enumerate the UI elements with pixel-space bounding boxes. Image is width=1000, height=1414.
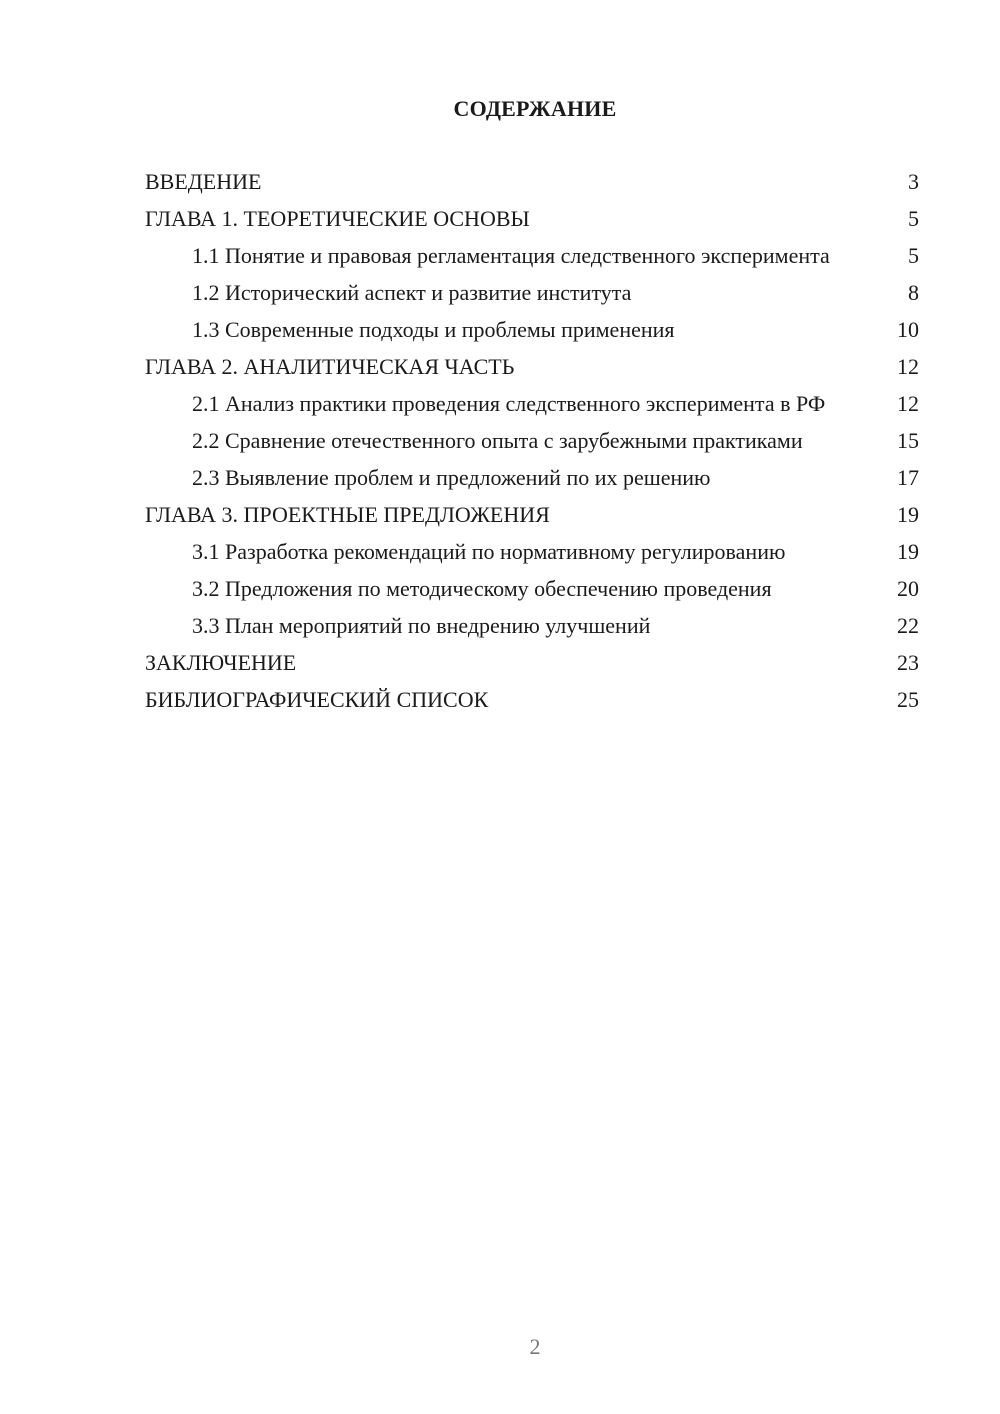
toc-entry-text: 2.1 Анализ практики проведения следственного эксперимента в РФ: [192, 391, 826, 416]
toc-entry: [145, 502, 919, 529]
toc-entry-text: 1.3 Современные подходы и проблемы применения: [192, 317, 675, 342]
toc-entry-page: 19: [897, 539, 919, 564]
toc-entry-text: 3.3 План мероприятий по внедрению улучшений: [192, 613, 651, 638]
toc-entry: [145, 169, 919, 196]
toc-entry-page: 25: [897, 687, 919, 712]
toc-entry-text: БИБЛИОГРАФИЧЕСКИЙ СПИСОК: [145, 687, 489, 712]
toc-entry-text: 2.2 Сравнение отечественного опыта с зарубежными практиками: [192, 428, 803, 453]
toc-entry-page: 5: [908, 206, 919, 231]
toc-subentry: [145, 428, 919, 455]
table-of-contents: [145, 169, 919, 714]
toc-entry-text: ГЛАВА 1. ТЕОРЕТИЧЕСКИЕ ОСНОВЫ: [145, 206, 530, 231]
page-number: 2: [529, 1334, 541, 1359]
toc-entry-text: ГЛАВА 3. ПРОЕКТНЫЕ ПРЕДЛОЖЕНИЯ: [145, 502, 550, 527]
toc-subentry: [145, 576, 919, 603]
toc-entry-page: 5: [908, 243, 919, 268]
toc-subentry: [145, 539, 919, 566]
toc-entry-text: 1.1 Понятие и правовая регламентация следственного эксперимента: [192, 243, 830, 268]
toc-subentry: [145, 465, 919, 492]
toc-entry-page: 17: [897, 465, 919, 490]
toc-entry: [145, 206, 919, 233]
toc-entry: [145, 354, 919, 381]
toc-entry-page: 19: [897, 502, 919, 527]
toc-subentry: [145, 243, 919, 270]
page-title: СОДЕРЖАНИЕ: [453, 96, 617, 121]
toc-entry-text: ГЛАВА 2. АНАЛИТИЧЕСКАЯ ЧАСТЬ: [145, 354, 515, 379]
toc-entry: [145, 650, 919, 677]
toc-entry-page: 12: [897, 391, 919, 416]
toc-entry-page: 22: [897, 613, 919, 638]
toc-subentry: [145, 280, 919, 307]
toc-entry-text: 1.2 Исторический аспект и развитие института: [192, 280, 632, 305]
toc-entry-text: 3.1 Разработка рекомендаций по нормативному регулированию: [192, 539, 786, 564]
toc-subentry: [145, 391, 919, 418]
toc-entry-text: ЗАКЛЮЧЕНИЕ: [145, 650, 297, 675]
toc-entry-page: 15: [897, 428, 919, 453]
toc-entry-text: 2.3 Выявление проблем и предложений по их решению: [192, 465, 711, 490]
toc-entry-page: 12: [897, 354, 919, 379]
toc-entry-page: 8: [908, 280, 919, 305]
toc-entry-text: 3.2 Предложения по методическому обеспечению проведения: [192, 576, 772, 601]
toc-entry-page: 10: [897, 317, 919, 342]
toc-subentry: [145, 317, 919, 344]
toc-entry-page: 3: [908, 169, 919, 194]
toc-entry-page: 23: [897, 650, 919, 675]
toc-entry: [145, 687, 919, 714]
toc-entry-page: 20: [897, 576, 919, 601]
toc-entry-text: ВВЕДЕНИЕ: [145, 169, 262, 194]
toc-subentry: [145, 613, 919, 640]
